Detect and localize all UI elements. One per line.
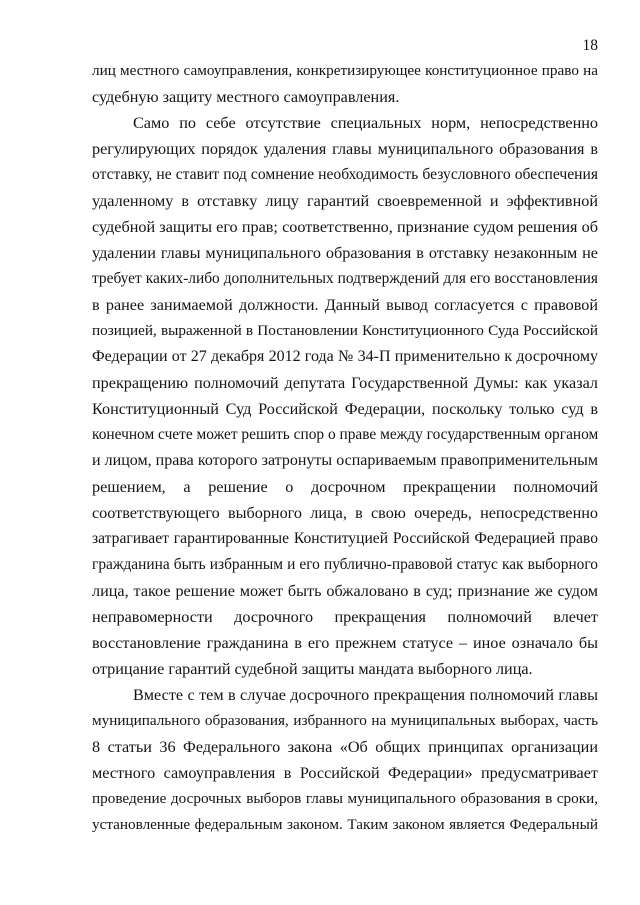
text-line: отставку, не ставит под сомнение необходимость безусловного обеспечения	[92, 166, 598, 183]
text-line: прекращению полномочий депутата Государственной Думы: как указал	[92, 374, 598, 392]
text-line: регулирующих порядок удаления главы муниципального образования в	[92, 140, 598, 158]
text-line: позицией, выраженной в Постановлении Конституционного Суда Российской	[92, 322, 598, 339]
text-line: соответствующего выборного лица, в свою очередь, непосредственно	[92, 504, 598, 522]
text-line: неправомерности досрочного прекращения полномочий влечет	[92, 608, 598, 626]
text-line: муниципального образования, избранного на муниципальных выборах, часть	[92, 712, 598, 729]
text-line: и лицом, права которого затронуты оспариваемым правоприменительным	[92, 452, 598, 469]
text-line: требует каких-либо дополнительных подтверждений для его восстановления	[92, 270, 598, 287]
paragraph-first-line: Само по себе отсутствие специальных норм, непосредственно	[133, 114, 598, 132]
text-line: судебную защиту местного самоуправления.	[92, 88, 400, 106]
text-line: удаленному в отставку лицу гарантий своевременной и эффективной	[92, 192, 598, 210]
text-line: решением, а решение о досрочном прекращении полномочий	[92, 478, 598, 496]
text-line: 8 статьи 36 Федерального закона «Об общих принципах организации	[92, 738, 598, 756]
text-line: проведение досрочных выборов главы муниципального образования в сроки,	[92, 790, 598, 807]
text-line: судебной защиты его прав; соответственно, признание судом решения об	[92, 218, 598, 236]
text-line: местного самоуправления в Российской Федерации» предусматривает	[92, 764, 598, 782]
text-line: Федерации от 27 декабря 2012 года № 34-П применительно к досрочному	[92, 348, 598, 365]
text-line: Конституционный Суд Российской Федерации, поскольку только суд в	[92, 400, 598, 418]
page-number: 18	[582, 37, 598, 54]
text-line: конечном счете может решить спор о праве между государственным органом	[92, 426, 599, 443]
text-line: затрагивает гарантированные Конституцией Российской Федерацией право	[92, 530, 598, 547]
text-line: лиц местного самоуправления, конкретизирующее конституционное право на	[92, 62, 598, 79]
paragraph-first-line: Вместе с тем в случае досрочного прекращения полномочий главы	[133, 686, 598, 704]
text-line: восстановление гражданина в его прежнем статусе – иное означало бы	[92, 634, 598, 652]
text-line: установленные федеральным законом. Таким законом является Федеральный	[92, 816, 598, 833]
text-line: в ранее занимаемой должности. Данный вывод согласуется с правовой	[92, 296, 598, 314]
text-line: отрицание гарантий судебной защиты мандата выборного лица.	[92, 660, 533, 678]
text-line: гражданина быть избранным и его публично-правовой статус как выборного	[92, 556, 598, 573]
text-line: удалении главы муниципального образования в отставку незаконным не	[92, 244, 598, 262]
text-line: лица, такое решение может быть обжаловано в суд; признание же судом	[92, 582, 598, 600]
